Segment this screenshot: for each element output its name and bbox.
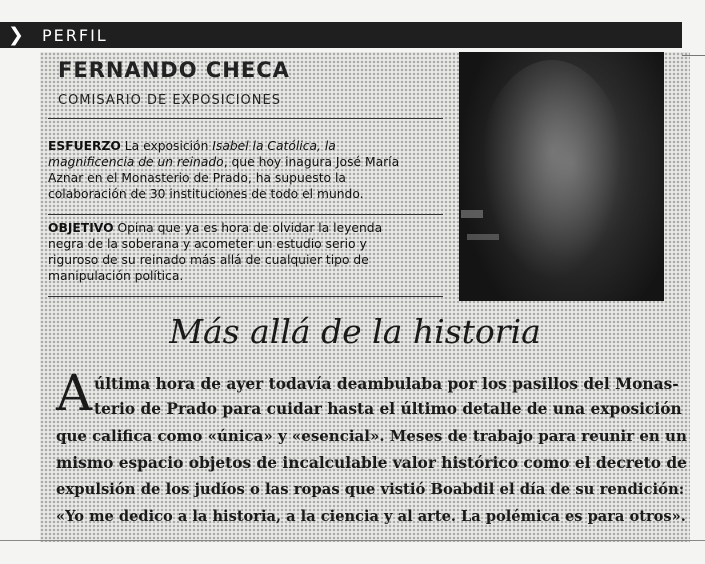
text-line: riguroso de su reinado más allá de cualquier tipo de xyxy=(48,253,369,267)
text-run: Opina que ya es hora de olvidar la leyenda xyxy=(113,221,383,235)
drop-cap: A xyxy=(56,364,93,422)
esfuerzo-label: ESFUERZO xyxy=(48,139,121,153)
divider xyxy=(48,118,443,119)
body-line: «Yo me dedico a la historia, a la ciencia y al arte. La polémica es para otros». xyxy=(56,508,686,525)
body-line: expulsión de los judíos o las ropas que vistió Boabdil el día de su rendición: xyxy=(56,481,685,498)
article-headline: Más allá de la historia xyxy=(169,312,541,351)
body-line: mismo espacio objetos de incalculable valor histórico como el decreto de xyxy=(56,454,687,472)
body-line: que califica como «única» y «esencial». Meses de trabajo para reunir en un xyxy=(56,427,687,445)
exhibition-title: Isabel la Católica, la xyxy=(212,139,336,153)
chevron-right-icon: ❯ xyxy=(8,24,24,46)
exhibition-title: magnificencia de un reinado xyxy=(48,155,224,169)
profile-name: FERNANDO CHECA xyxy=(58,58,290,82)
body-line: última hora de ayer todavía deambulaba por los pasillos del Monas- xyxy=(94,375,679,393)
background-detail xyxy=(467,234,499,240)
background-detail xyxy=(461,210,483,218)
section-header xyxy=(0,22,682,48)
body-line: terio de Prado para cuidar hasta el último detalle de una exposición xyxy=(94,400,682,418)
profile-role: COMISARIO DE EXPOSICIONES xyxy=(58,93,281,108)
divider xyxy=(0,540,705,541)
divider xyxy=(682,55,705,56)
text-line: colaboración de 30 instituciones de todo el mundo. xyxy=(48,187,364,201)
portrait-photo xyxy=(459,52,664,301)
divider xyxy=(48,296,443,297)
text-line: negra de la soberana y acometer un estudio serio y xyxy=(48,237,367,251)
esfuerzo-paragraph xyxy=(48,138,443,202)
objetivo-paragraph xyxy=(48,220,443,284)
portrait-figure xyxy=(477,60,627,290)
objetivo-label: OBJETIVO xyxy=(48,221,114,235)
divider xyxy=(48,214,443,215)
text-line: manipulación política. xyxy=(48,269,184,283)
text-line: Aznar en el Monasterio de Prado, ha supuesto la xyxy=(48,171,346,185)
section-label: PERFIL xyxy=(42,26,108,45)
text-run: , que hoy inagura José María xyxy=(223,155,400,169)
text-run: La exposición xyxy=(120,139,213,153)
